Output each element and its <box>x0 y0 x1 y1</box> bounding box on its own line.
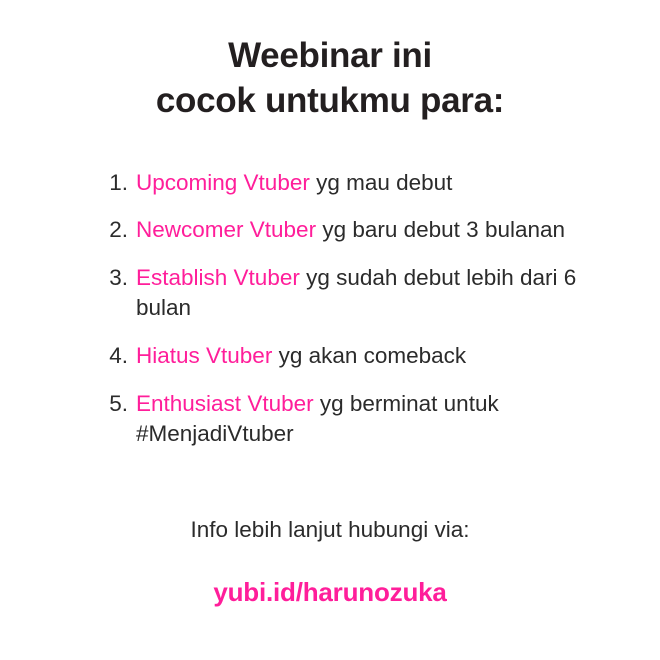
list-item <box>102 389 590 450</box>
title-line-1: Weebinar ini <box>228 36 432 75</box>
list-item-rest: yg berminat untuk #MenjadiVtuber <box>136 390 499 447</box>
list-item <box>102 168 590 199</box>
list-item-text <box>136 341 590 372</box>
list-item-highlight: Hiatus Vtuber <box>136 342 273 368</box>
title-line-2: cocok untukmu para: <box>155 80 505 120</box>
list-item-number: 4. <box>109 342 128 368</box>
list-item <box>102 341 590 372</box>
list-item-number: 2. <box>109 217 128 243</box>
footer-note: Info lebih lanjut hubungi via: <box>190 517 470 542</box>
list-item-text <box>136 168 590 199</box>
list-item-rest: yg sudah debut lebih dari 6 bulan <box>136 264 577 321</box>
criteria-list <box>40 168 620 467</box>
list-item-text <box>136 263 590 324</box>
list-item-number: 1. <box>109 169 128 195</box>
list-item-rest: yg mau debut <box>309 169 453 195</box>
list-item <box>102 263 590 324</box>
list-item-number: 5. <box>109 390 128 416</box>
contact-link[interactable]: yubi.id/harunozuka <box>213 577 447 607</box>
list-item-highlight: Enthusiast Vtuber <box>136 390 314 416</box>
list-item-rest: yg baru debut 3 bulanan <box>316 217 566 243</box>
footer <box>40 517 620 636</box>
list-item-text <box>136 215 590 246</box>
list-item-highlight: Establish Vtuber <box>136 264 300 290</box>
list-item-highlight: Newcomer Vtuber <box>136 217 317 243</box>
list-item-number: 3. <box>109 264 128 290</box>
page-title <box>40 34 620 124</box>
list-item-highlight: Upcoming Vtuber <box>136 169 310 195</box>
list-item-rest: yg akan comeback <box>272 342 467 368</box>
list-item-text <box>136 389 590 450</box>
list-item <box>102 215 590 246</box>
